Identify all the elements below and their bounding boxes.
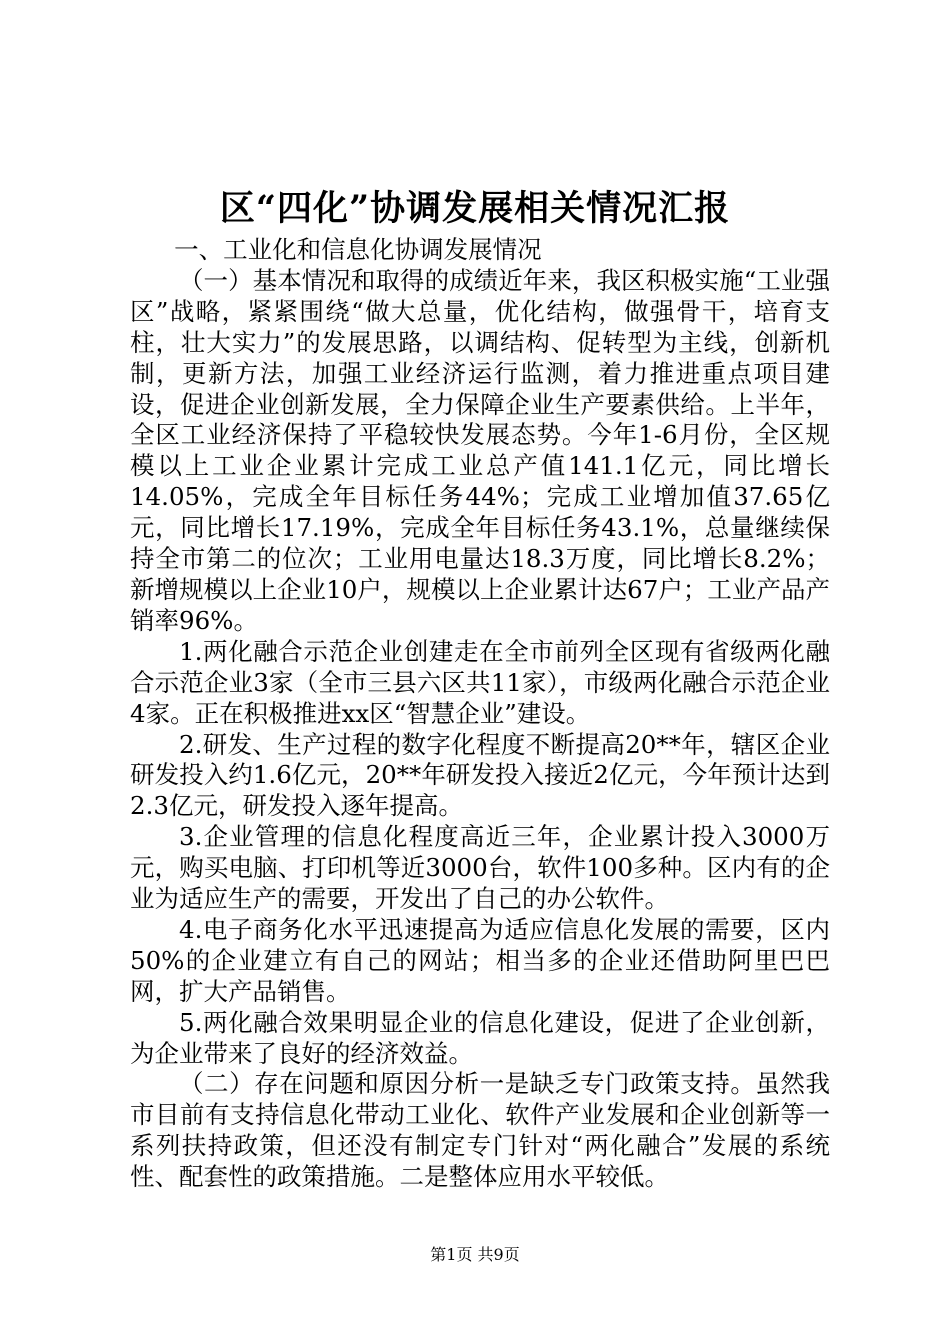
paragraph: 2.研发、生产过程的数字化程度不断提高20**年，辖区企业研发投入约1.6亿元，20**年研发投入接近2亿元，今年预计达到2.3亿元，研发投入逐年提高。 [130,729,830,821]
paragraph: 3.企业管理的信息化程度高近三年，企业累计投入3000万元，购买电脑、打印机等近3000台，软件100多种。区内有的企业为适应生产的需要，开发出了自己的办公软件。 [130,822,830,914]
page-number-footer: 第1页 共9页 [430,1245,520,1264]
paragraph: 5.两化融合效果明显企业的信息化建设，促进了企业创新，为企业带来了良好的经济效益。 [130,1007,830,1068]
paragraph: 4.电子商务化水平迅速提高为适应信息化发展的需要，区内50%的企业建立有自己的网站；相当多的企业还借助阿里巴巴网，扩大产品销售。 [130,914,830,1006]
document-body [130,235,830,1193]
paragraph: 1.两化融合示范企业创建走在全市前列全区现有省级两化融合示范企业3家（全市三县六区共11家），市级两化融合示范企业4家。正在积极推进xx区“智慧企业”建设。 [130,636,830,728]
document-title: 区“四化”协调发展相关情况汇报 [219,188,731,229]
section-heading: 一、工业化和信息化协调发展情况 [174,235,542,264]
paragraph: （一）基本情况和取得的成绩近年来，我区积极实施“工业强区”战略，紧紧围绕“做大总量，优化结构，做强骨干，培育支柱，壮大实力”的发展思路，以调结构、促转型为主线，创新机制，更新方法，加强工业经济运行监测，着力推进重点项目建设，促进企业创新发展，全力保障企业生产要素供给。上半年，全区工业经济保持了平稳较快发展态势。今年1-6月份，全区规模以上工业企业累计完成工业总产值141.1亿元，同比增长14.05%，完成全年目标任务44%；完成工业增加值37.65亿元，同比增长17.19%，完成全年目标任务43.1%，总量继续保持全市第二的位次；工业用电量达18.3万度，同比增长8.2%；新增规模以上企业10户，规模以上企业累计达67户；工业产品产销率96%。 [130,265,830,635]
paragraph: （二）存在问题和原因分析一是缺乏专门政策支持。虽然我市目前有支持信息化带动工业化、软件产业发展和企业创新等一系列扶持政策，但还没有制定专门针对“两化融合”发展的系统性、配套性的政策措施。二是整体应用水平较低。 [130,1069,830,1192]
